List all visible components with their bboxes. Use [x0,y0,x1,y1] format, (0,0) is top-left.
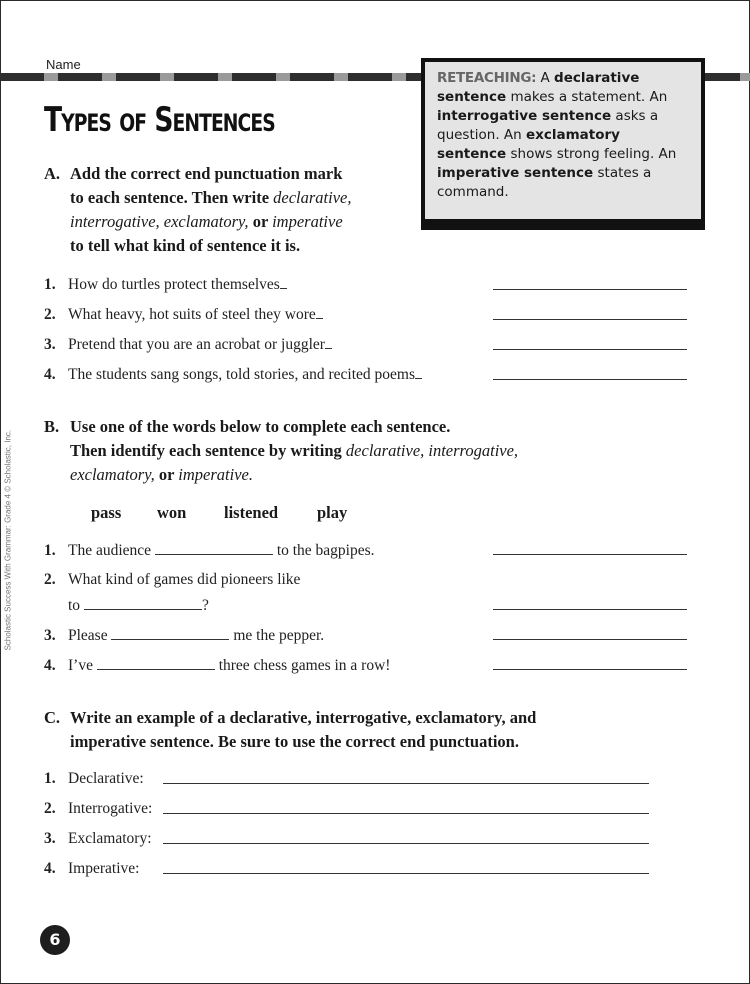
item-text-before: The audience [68,542,152,559]
item-number: 3. [44,336,56,353]
section-b-term-exclamatory: exclamatory, [70,465,155,484]
section-b-or: or [154,465,179,484]
section-a-letter: A. [44,164,61,183]
item-number: 4. [44,860,56,877]
section-a-instructions [44,162,352,258]
item-text-before: Please [68,627,108,644]
item-text-after: me the pepper. [233,627,325,644]
section-c-line2: imperative sentence. Be sure to use the correct end punctuation. [70,732,519,751]
word-blank[interactable] [155,540,273,555]
answer-line[interactable] [493,609,687,610]
item-number: 4. [44,657,56,674]
section-b-term-imperative: imperative. [178,465,253,484]
reteaching-box [421,58,705,230]
section-a-line1: Add the correct end punctuation mark [70,164,343,183]
answer-line[interactable] [493,379,687,380]
section-a-terms: interrogative, exclamatory, [70,212,249,231]
item-text-before: I’ve [68,657,93,674]
section-a-item [44,365,422,385]
section-c-line1: Write an example of a declarative, interrogative, exclamatory, and [70,708,537,727]
name-label: Name [46,57,81,72]
section-b-item [44,625,324,646]
answer-line[interactable] [493,669,687,670]
section-b-item [44,655,390,676]
answer-line[interactable] [493,319,687,320]
section-c-item [44,859,139,879]
reteaching-text-4: shows strong feeling. An [506,146,677,162]
item-number: 1. [44,770,56,787]
item-number: 2. [44,571,56,588]
item-label: Imperative: [68,860,140,877]
answer-line[interactable] [493,554,687,555]
item-text-line1: What kind of games did pioneers like [68,571,301,588]
item-text-before: to [68,597,81,614]
answer-line[interactable] [493,289,687,290]
punctuation-blank[interactable] [415,366,422,379]
reteaching-text [425,62,701,219]
reteaching-text-1: A [536,70,555,86]
item-text: How do turtles protect themselves [68,276,280,293]
section-c-instructions [44,706,536,754]
section-b-letter: B. [44,417,60,436]
section-c-item [44,829,152,849]
section-c-letter: C. [44,708,61,727]
answer-line[interactable] [163,873,649,874]
reteaching-text-5: states a command. [437,165,652,200]
item-number: 4. [44,366,56,383]
section-a-item [44,305,323,325]
copyright-side-text: Scholastic Success With Grammar: Grade 4 © Scholastic, Inc. [3,429,13,651]
item-text-after: ? [201,597,209,614]
punctuation-blank[interactable] [325,336,332,349]
section-a-line2: to each sentence. Then write [70,188,274,207]
item-number: 3. [44,830,56,847]
section-b-terms: declarative, interrogative, [345,441,519,460]
punctuation-blank[interactable] [316,306,323,319]
term-imperative: imperative sentence [437,165,594,181]
item-number: 2. [44,306,56,323]
word-bank-won: won [157,503,187,522]
item-text: What heavy, hot suits of steel they wore [68,306,316,323]
item-text: Pretend that you are an acrobat or juggler [68,336,325,353]
answer-line[interactable] [493,349,687,350]
reteaching-text-2: makes a statement. An [506,89,668,105]
section-a-or: or [248,212,273,231]
item-text-after: three chess games in a row! [218,657,391,674]
item-label: Declarative: [68,770,144,787]
word-bank-play: play [317,503,348,522]
section-a-line4: to tell what kind of sentence it is. [70,236,301,255]
page-title: Types of Sentences [44,100,275,140]
section-c-item [44,799,152,819]
section-a-term-imperative: imperative [272,212,343,231]
answer-line[interactable] [493,639,687,640]
section-a-term-declarative: declarative, [273,188,352,207]
punctuation-blank[interactable] [280,276,287,289]
section-c-item [44,769,144,789]
term-declarative: declarative sentence [437,70,640,105]
term-exclamatory: exclamatory sentence [437,127,620,162]
section-a-item [44,275,287,295]
word-blank[interactable] [97,655,215,670]
section-b-item-cont [68,595,209,616]
item-number: 1. [44,542,56,559]
section-a-item [44,335,332,355]
answer-line[interactable] [163,813,649,814]
item-number: 2. [44,800,56,817]
item-label: Interrogative: [68,800,153,817]
word-bank-listened: listened [224,503,279,522]
item-number: 1. [44,276,56,293]
word-blank[interactable] [84,595,202,610]
page-number: 6 [40,925,70,955]
reteaching-label: RETEACHING: [437,70,537,86]
term-interrogative: interrogative sentence [437,108,612,124]
item-number: 3. [44,627,56,644]
section-b-item [44,540,375,561]
answer-line[interactable] [163,843,649,844]
section-b-line1: Use one of the words below to complete each sentence. [70,417,451,436]
reteaching-text-3: asks a question. An [437,108,659,143]
word-blank[interactable] [111,625,229,640]
item-text-after: to the bagpipes. [276,542,375,559]
item-label: Exclamatory: [68,830,152,847]
section-b-instructions [44,415,518,487]
answer-line[interactable] [163,783,649,784]
section-b-line2: Then identify each sentence by writing [70,441,346,460]
section-b-item [44,570,300,590]
word-bank-pass: pass [91,503,122,522]
item-text: The students sang songs, told stories, and recited poems [68,366,415,383]
